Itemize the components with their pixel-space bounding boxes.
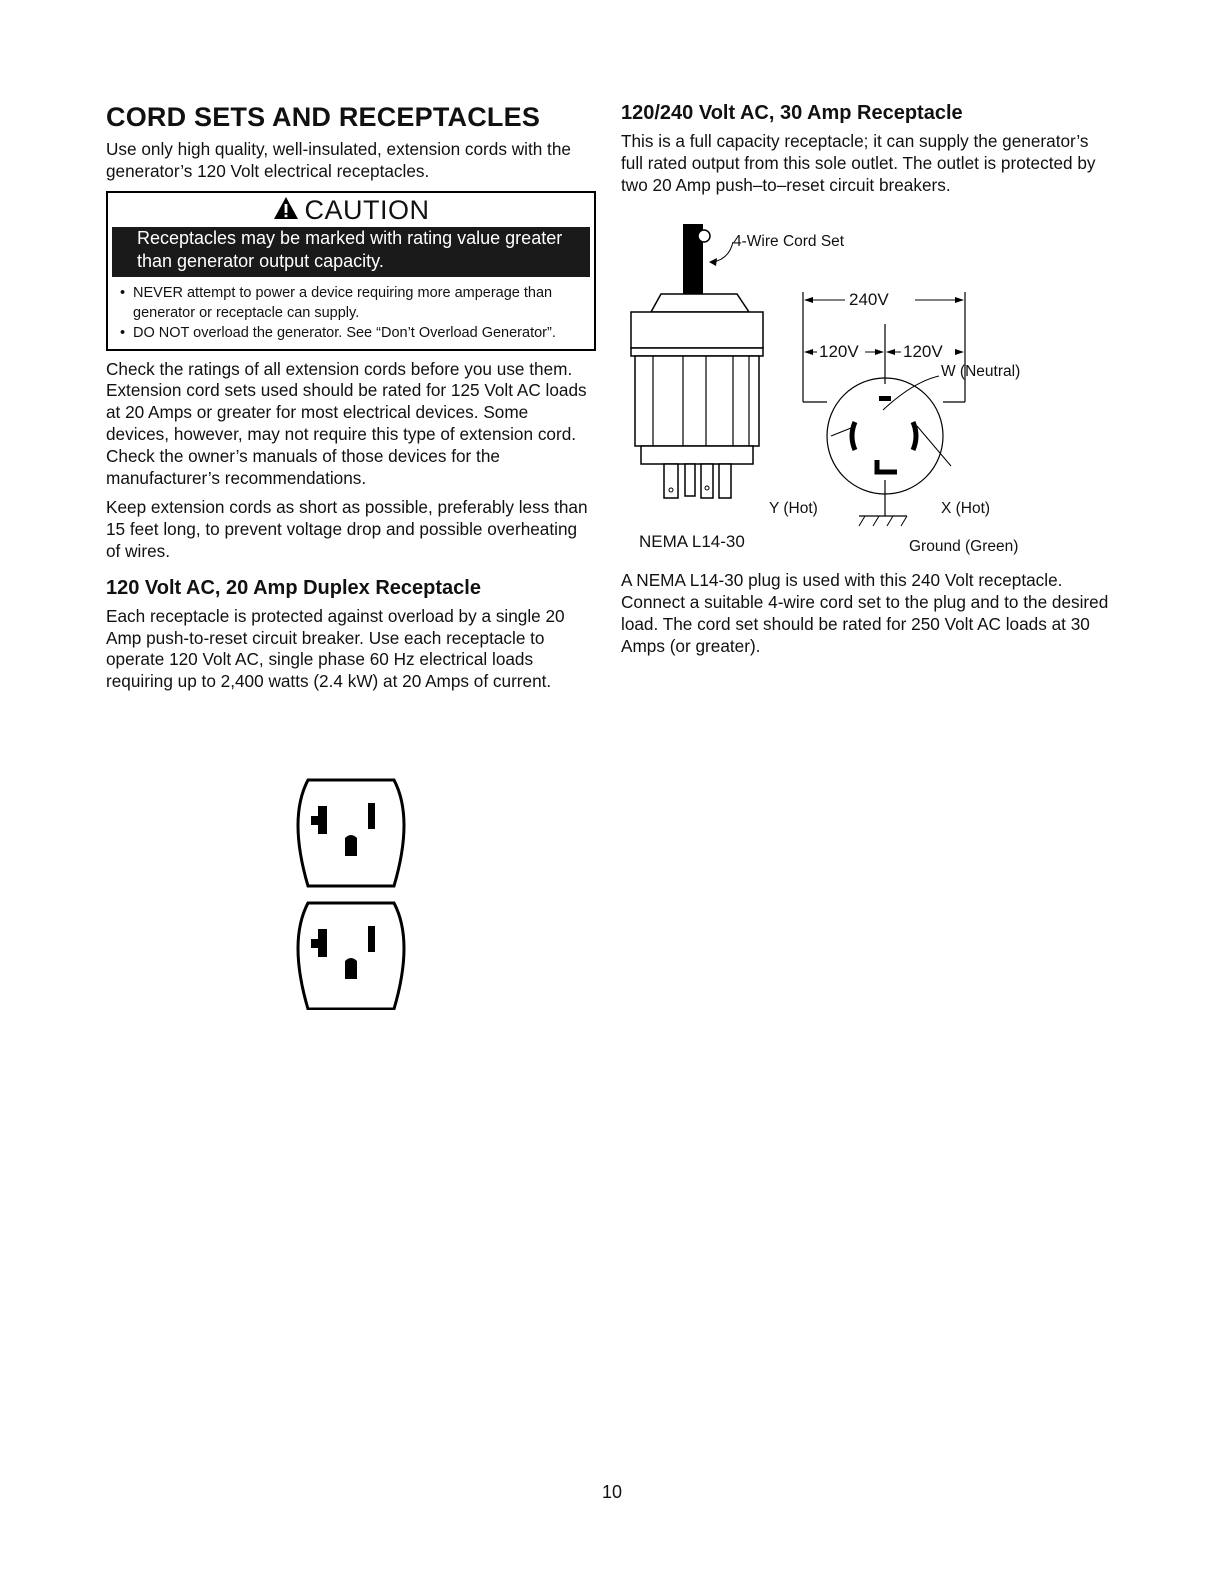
duplex-heading: 120 Volt AC, 20 Amp Duplex Receptacle (106, 576, 481, 599)
ratings-paragraph: Check the ratings of all extension cords before you use them. Extension cord sets used should be rated for 125 Volt AC loads at 20 Amps or greater for most electrical devices. Some devices, however, may not require this type of extension cord. Check the owner’s manuals of those devices for the manufacturer’s recommendations. (106, 358, 587, 488)
warning-triangle-icon (273, 194, 299, 228)
caution-title: CAUTION (304, 194, 430, 225)
length-paragraph: Keep extension cords as short as possible, preferably less than 15 feet long, to prevent voltage drop and possible overheating of wires. (106, 497, 588, 561)
voltage-240-label: 240V (849, 290, 889, 310)
intro-paragraph: Use only high quality, well-insulated, extension cords with the generator’s 120 Volt electrical receptacles. (106, 139, 571, 181)
duplex-receptacle-illustration (286, 778, 416, 1015)
plug-name-label: NEMA L14-30 (639, 532, 745, 552)
caution-box (106, 191, 596, 351)
list-item: • NEVER attempt to power a device requiring more amperage than generator or receptacle can supply. (120, 284, 553, 321)
ground-label: Ground (Green) (909, 538, 1019, 556)
caution-list (108, 283, 594, 343)
cord-set-label: 4-Wire Cord Set (733, 233, 845, 251)
y-hot-label: Y (Hot) (769, 500, 818, 518)
voltage-120-left-label: 120V (819, 342, 859, 362)
capacity-paragraph: This is a full capacity receptacle; it can supply the generator’s full rated output from this sole outlet. The outlet is protected by two 20 Amp push–to–reset circuit breakers. (621, 131, 1096, 195)
caution-item-text: DO NOT overload the generator. See “Don’t Overload Generator”. (133, 324, 556, 341)
caution-warning-band: Receptacles may be marked with rating value greater than generator output capacity. (112, 227, 590, 277)
neutral-label: W (Neutral) (941, 363, 1021, 381)
caution-item-text: NEVER attempt to power a device requiring more amperage than generator or receptacle can supply. (133, 284, 553, 321)
section-heading: CORD SETS AND RECEPTACLES (106, 102, 541, 132)
nema-l14-30-diagram (621, 204, 1111, 556)
left-column (106, 102, 596, 701)
caution-header (108, 193, 594, 227)
list-item: • DO NOT overload the generator. See “Don’t Overload Generator”. (120, 324, 556, 341)
receptacle-30a-heading: 120/240 Volt AC, 30 Amp Receptacle (621, 102, 963, 124)
x-hot-label: X (Hot) (941, 500, 991, 518)
outlet-icon (298, 780, 404, 886)
plug-and-receptacle-drawing (621, 204, 1111, 546)
page-number: 10 (601, 1482, 623, 1502)
right-column (621, 102, 1111, 666)
plug-paragraph: A NEMA L14-30 plug is used with this 240 Volt receptacle. Connect a suitable 4-wire cord set to the plug and to the desired load. The cord set should be rated for 250 Volt AC loads at 30 Amps (or greater). (621, 570, 1109, 656)
duplex-paragraph: Each receptacle is protected against overload by a single 20 Amp push-to-reset circuit breaker. Use each receptacle to operate 120 Volt AC, single phase 60 Hz electrical loads requiring up to 2,400 watts (2.4 kW) at 20 Amps of current. (106, 605, 565, 692)
outlet-icon (298, 903, 404, 1009)
voltage-120-right-label: 120V (903, 342, 943, 362)
